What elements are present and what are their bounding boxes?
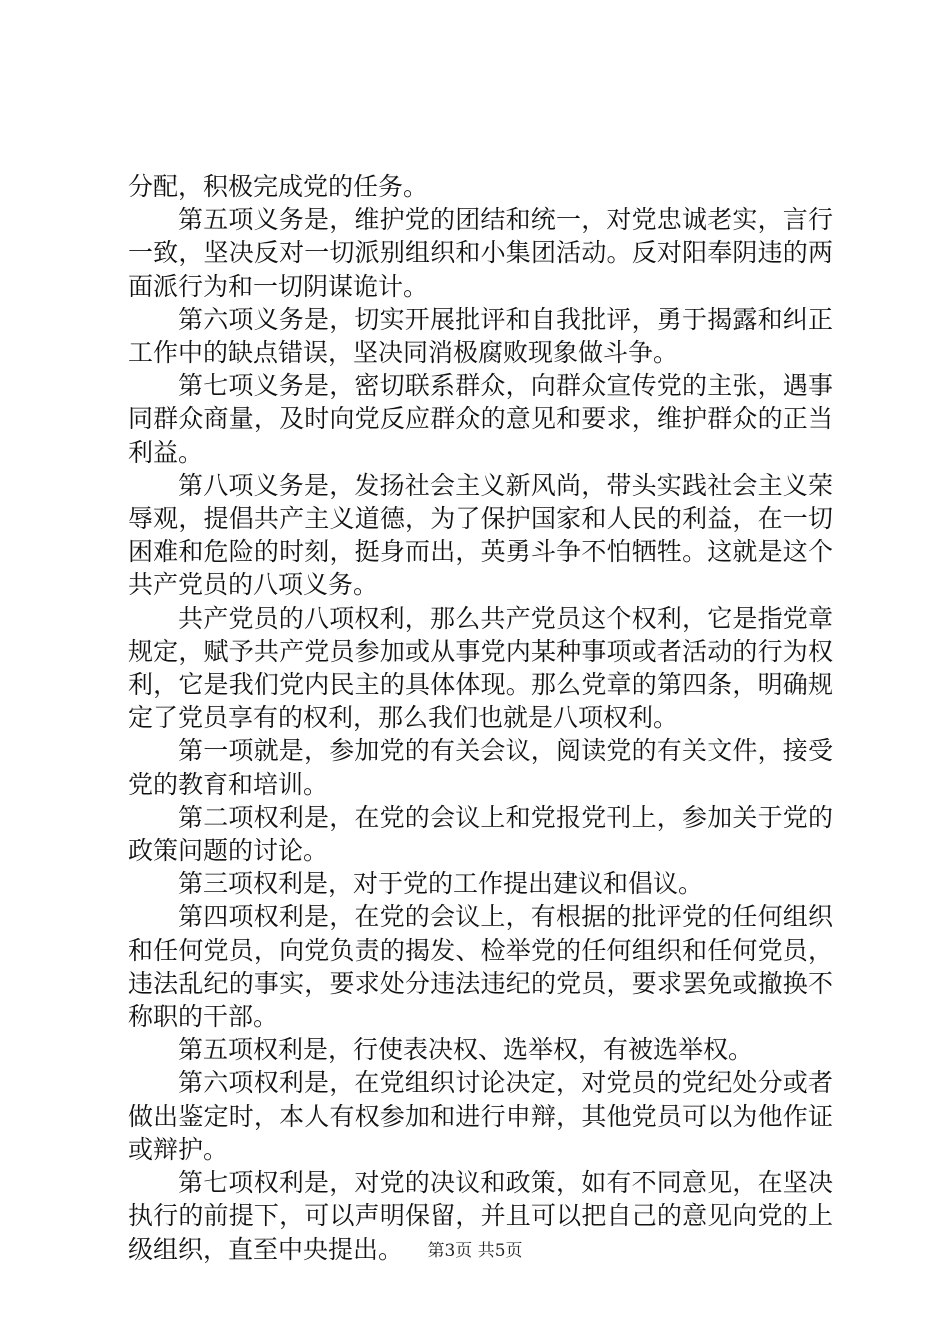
paragraph: 第五项义务是，维护党的团结和统一，对党忠诚老实，言行一致，坚决反对一切派别组织和小集团活动。反对阳奉阴违的两面派行为和一切阴谋诡计。 bbox=[128, 205, 833, 301]
paragraph: 共产党员的八项权利，那么共产党员这个权利，它是指党章规定，赋予共产党员参加或从事党内某种事项或者活动的行为权利，它是我们党内民主的具体体现。那么党章的第四条，明确规定了党员享有的权利，那么我们也就是八项权利。 bbox=[128, 603, 833, 733]
paragraph: 第四项权利是，在党的会议上，有根据的批评党的任何组织和任何党员，向党负责的揭发、检举党的任何组织和任何党员，违法乱纪的事实，要求处分违法违纪的党员，要求罢免或撤换不称职的干部。 bbox=[128, 902, 833, 1032]
paragraph: 第六项义务是，切实开展批评和自我批评，勇于揭露和纠正工作中的缺点错误，坚决同消极腐败现象做斗争。 bbox=[128, 304, 833, 368]
paragraph: 第二项权利是，在党的会议上和党报党刊上，参加关于党的政策问题的讨论。 bbox=[128, 802, 833, 866]
paragraph: 第一项就是，参加党的有关会议，阅读党的有关文件，接受党的教育和培训。 bbox=[128, 736, 833, 799]
paragraph: 第七项权利是，对党的决议和政策，如有不同意见，在坚决执行的前提下，可以声明保留，并且可以把自己的意见向党的上级组织，直至中央提出。 bbox=[128, 1168, 833, 1264]
page-number-footer: 第3页 共5页 bbox=[427, 1241, 523, 1261]
paragraph: 第三项权利是，对于党的工作提出建议和倡议。 bbox=[178, 869, 704, 899]
paragraph: 第六项权利是，在党组织讨论决定，对党员的党纪处分或者做出鉴定时，本人有权参加和进行申辩，其他党员可以为他作证或辩护。 bbox=[128, 1068, 833, 1164]
paragraph: 第八项义务是，发扬社会主义新风尚，带头实践社会主义荣辱观，提倡共产主义道德，为了保护国家和人民的利益，在一切困难和危险的时刻，挺身而出，英勇斗争不怕牺牲。这就是这个共产党员的八项义务。 bbox=[128, 470, 833, 600]
paragraph: 分配，积极完成党的任务。 bbox=[128, 172, 429, 201]
document-body bbox=[128, 170, 833, 1266]
paragraph: 第五项权利是，行使表决权、选举权，有被选举权。 bbox=[178, 1035, 754, 1065]
paragraph: 第七项义务是，密切联系群众，向群众宣传党的主张，遇事同群众商量，及时向党反应群众的意见和要求，维护群众的正当利益。 bbox=[128, 371, 833, 467]
